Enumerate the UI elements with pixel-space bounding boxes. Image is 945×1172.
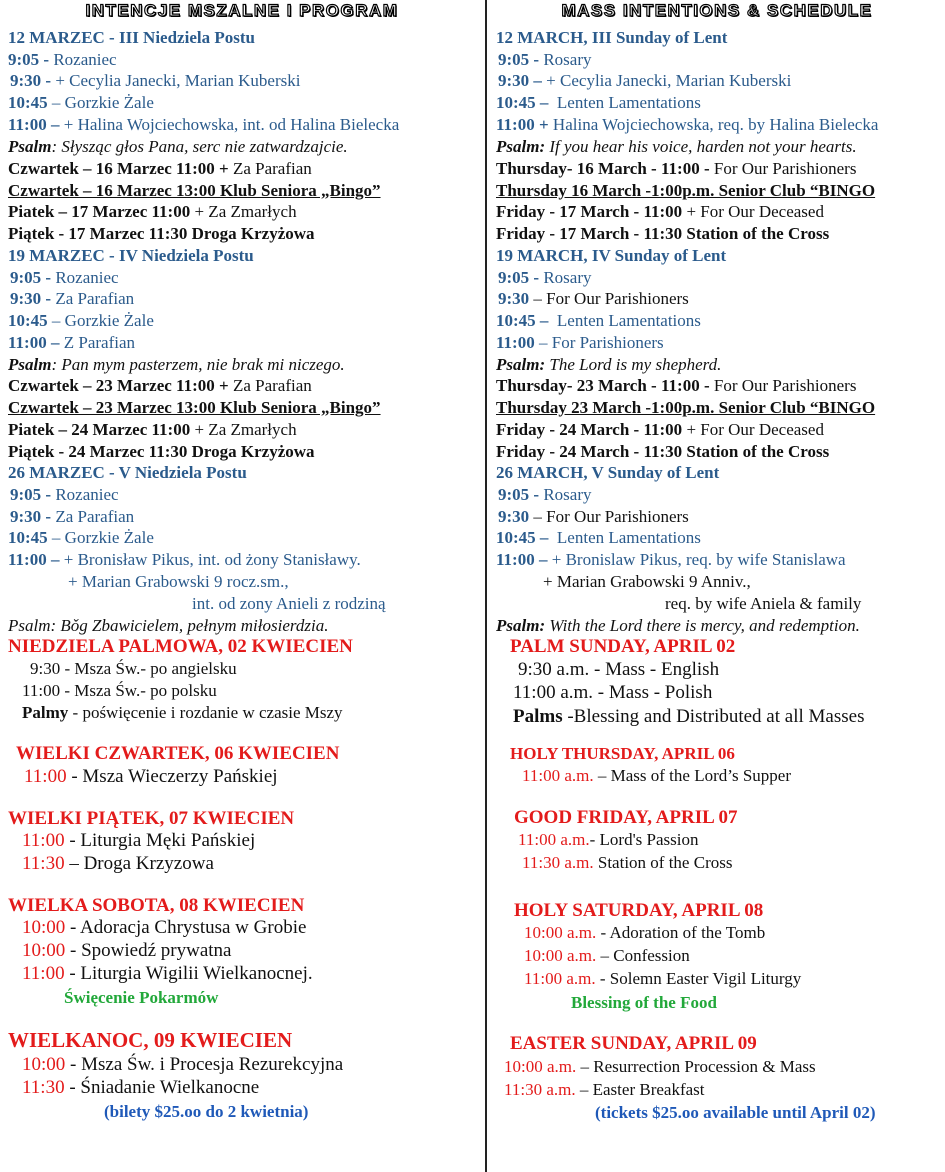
mass-line: 10:45 – Gorzkie Żale [8, 528, 154, 547]
mass-line: 11:00 – + Halina Wojciechowska, int. od Halina Bielecka [8, 115, 400, 134]
friday-mass: Piatek – 17 Marzec 11:00 + Za Zmarłych [8, 202, 297, 221]
good-friday-line: 11:30 – Droga Krzyzowa [22, 853, 214, 874]
mass-line: 9:30 – + Cecylia Janecki, Marian Kuberski [498, 71, 792, 90]
psalm-line: Psalm: Słysząc głos Pana, serc nie zatwardzajcie. [8, 137, 348, 156]
good-friday-line: 11:00 - Liturgia Męki Pańskiej [22, 830, 256, 851]
holy-saturday-line: 11:00 a.m. - Solemn Easter Vigil Liturgy [524, 969, 802, 988]
senior-club-line: Thursday 23 March -1:00p.m. Senior Club “BINGO [496, 398, 876, 417]
mass-line: 9:30 – For Our Parishioners [498, 507, 689, 526]
stations-line: Friday - 17 March - 11:30 Station of the Cross [496, 224, 830, 243]
palm-sunday-title: PALM SUNDAY, APRIL 02 [510, 636, 736, 657]
easter-line: 11:30 a.m. – Easter Breakfast [504, 1080, 705, 1099]
mass-line: 9:05 - Rozaniec [10, 268, 119, 287]
mass-line: 10:45 – Gorzkie Żale [8, 311, 154, 330]
good-friday-line: 11:00 a.m.- Lord's Passion [518, 830, 699, 849]
palm-sunday-title: NIEDZIELA PALMOWA, 02 KWIECIEN [8, 636, 353, 657]
holy-saturday-line: 10:00 - Spowiedź prywatna [22, 940, 232, 961]
psalm-line: Psalm: Bǒg Zbawicielem, pełnym miłosierdzia. [8, 616, 329, 635]
mass-line: 9:30 - + Cecylia Janecki, Marian Kuberski [10, 71, 301, 90]
holy-thursday-title: HOLY THURSDAY, APRIL 06 [510, 744, 735, 763]
friday-mass: Friday - 17 March - 11:00 + For Our Deceased [496, 202, 824, 221]
mass-line: 9:30 - Za Parafian [10, 289, 135, 308]
easter-title: EASTER SUNDAY, APRIL 09 [510, 1033, 757, 1054]
psalm-line: Psalm: The Lord is my shepherd. [496, 355, 722, 374]
mass-line: 10:45 – Lenten Lamentations [496, 93, 701, 112]
mass-line: 9:05 - Rosary [498, 268, 592, 287]
good-friday-line: 11:30 a.m. Station of the Cross [522, 853, 733, 872]
sunday-date-2: 19 MARCH, IV Sunday of Lent [496, 246, 727, 265]
holy-saturday-line: 10:00 a.m. – Confession [524, 946, 690, 965]
food-blessing: Święcenie Pokarmów [64, 988, 219, 1007]
holy-thursday-line: 11:00 a.m. – Mass of the Lord’s Supper [522, 766, 791, 785]
mass-line: 9:30 – For Our Parishioners [498, 289, 689, 308]
column-divider [485, 0, 487, 1172]
sunday-date-3: 26 MARCH, V Sunday of Lent [496, 463, 720, 482]
mass-line: 11:00 – For Parishioners [496, 333, 664, 352]
thursday-mass: Czwartek – 23 Marzec 11:00 + Za Parafian [8, 376, 312, 395]
mass-line: 11:00 – + Bronisław Pikus, int. od żony Stanisławy. [8, 550, 361, 569]
mass-line: 10:45 – Lenten Lamentations [496, 311, 701, 330]
mass-line: 11:00 – Z Parafian [8, 333, 136, 352]
holy-saturday-title: HOLY SATURDAY, APRIL 08 [514, 900, 764, 921]
stations-line: Piątek - 17 Marzec 11:30 Droga Krzyżowa [8, 224, 315, 243]
palm-line: 11:00 - Msza Św.- po polsku [22, 681, 217, 700]
mass-line: 9:05 - Rozaniec [8, 50, 117, 69]
mass-line: 9:30 - Za Parafian [10, 507, 135, 526]
food-blessing: Blessing of the Food [571, 993, 717, 1012]
mass-line: 10:45 – Gorzkie Żale [8, 93, 154, 112]
easter-line: 10:00 - Msza Św. i Procesja Rezurekcyjna [22, 1054, 344, 1075]
holy-thursday-line: 11:00 - Msza Wieczerzy Pańskiej [24, 766, 278, 787]
easter-title: WIELKANOC, 09 KWIECIEN [8, 1028, 293, 1052]
senior-club-line: Czwartek – 16 Marzec 13:00 Klub Seniora „Bingo” [8, 181, 381, 200]
sunday-date-1: 12 MARZEC - III Niedziela Postu [8, 28, 255, 47]
mass-line-cont: int. od zony Anieli z rodziną [192, 594, 386, 613]
friday-mass: Piatek – 24 Marzec 11:00 + Za Zmarłych [8, 420, 297, 439]
psalm-line: Psalm: Pan mym pasterzem, nie brak mi niczego. [8, 355, 345, 374]
palm-line: 9:30 - Msza Św.- po angielsku [30, 659, 237, 678]
english-column [489, 0, 945, 1172]
polish-header: INTENCJE MSZALNE I PROGRAM [85, 1, 399, 20]
mass-line: 9:05 - Rosary [498, 50, 592, 69]
stations-line: Friday - 24 March - 11:30 Station of the Cross [496, 442, 830, 461]
senior-club-line: Thursday 16 March -1:00p.m. Senior Club “BINGO [496, 181, 876, 200]
easter-line: 10:00 a.m. – Resurrection Procession & Mass [504, 1057, 816, 1076]
sunday-date-2: 19 MARZEC - IV Niedziela Postu [8, 246, 254, 265]
holy-saturday-line: 11:00 - Liturgia Wigilii Wielkanocnej. [22, 963, 313, 984]
holy-thursday-title: WIELKI CZWARTEK, 06 KWIECIEN [16, 743, 340, 764]
senior-club-line: Czwartek – 23 Marzec 13:00 Klub Seniora „Bingo” [8, 398, 381, 417]
thursday-mass: Thursday- 16 March - 11:00 - For Our Parishioners [496, 159, 857, 178]
thursday-mass: Thursday- 23 March - 11:00 - For Our Parishioners [496, 376, 857, 395]
easter-line: 11:30 - Śniadanie Wielkanocne [22, 1077, 260, 1098]
thursday-mass: Czwartek – 16 Marzec 11:00 + Za Parafian [8, 159, 312, 178]
palm-line: Palms -Blessing and Distributed at all Masses [513, 706, 865, 727]
mass-line-cont: req. by wife Aniela & family [665, 594, 862, 613]
holy-saturday-line: 10:00 a.m. - Adoration of the Tomb [524, 923, 766, 942]
palm-line: Palmy - poświęcenie i rozdanie w czasie Mszy [22, 703, 343, 722]
palm-line: 11:00 a.m. - Mass - Polish [513, 682, 713, 703]
good-friday-title: WIELKI PIĄTEK, 07 KWIECIEN [8, 808, 295, 829]
mass-line: 11:00 – + Bronislaw Pikus, req. by wife Stanislawa [496, 550, 846, 569]
psalm-line: Psalm: If you hear his voice, harden not your hearts. [496, 137, 857, 156]
easter-tickets: (tickets $25.oo available until April 02) [595, 1103, 876, 1122]
holy-saturday-line: 10:00 - Adoracja Chrystusa w Grobie [22, 917, 307, 938]
english-header: MASS INTENTIONS & SCHEDULE [561, 1, 873, 20]
sunday-date-3: 26 MARZEC - V Niedziela Postu [8, 463, 247, 482]
palm-line: 9:30 a.m. - Mass - English [518, 659, 720, 680]
mass-line: 10:45 – Lenten Lamentations [496, 528, 701, 547]
mass-line: 9:05 - Rozaniec [10, 485, 119, 504]
psalm-line: Psalm: With the Lord there is mercy, and redemption. [496, 616, 860, 635]
holy-saturday-title: WIELKA SOBOTA, 08 KWIECIEN [8, 895, 305, 916]
mass-line-cont: + Marian Grabowski 9 Anniv., [543, 572, 751, 591]
sunday-date-1: 12 MARCH, III Sunday of Lent [496, 28, 728, 47]
good-friday-title: GOOD FRIDAY, APRIL 07 [514, 807, 738, 828]
mass-line: 9:05 - Rosary [498, 485, 592, 504]
friday-mass: Friday - 24 March - 11:00 + For Our Deceased [496, 420, 824, 439]
mass-line: 11:00 + Halina Wojciechowska, req. by Halina Bielecka [496, 115, 879, 134]
mass-line-cont: + Marian Grabowski 9 rocz.sm., [68, 572, 289, 591]
easter-tickets: (bilety $25.oo do 2 kwietnia) [104, 1102, 309, 1121]
stations-line: Piątek - 24 Marzec 11:30 Droga Krzyżowa [8, 442, 315, 461]
